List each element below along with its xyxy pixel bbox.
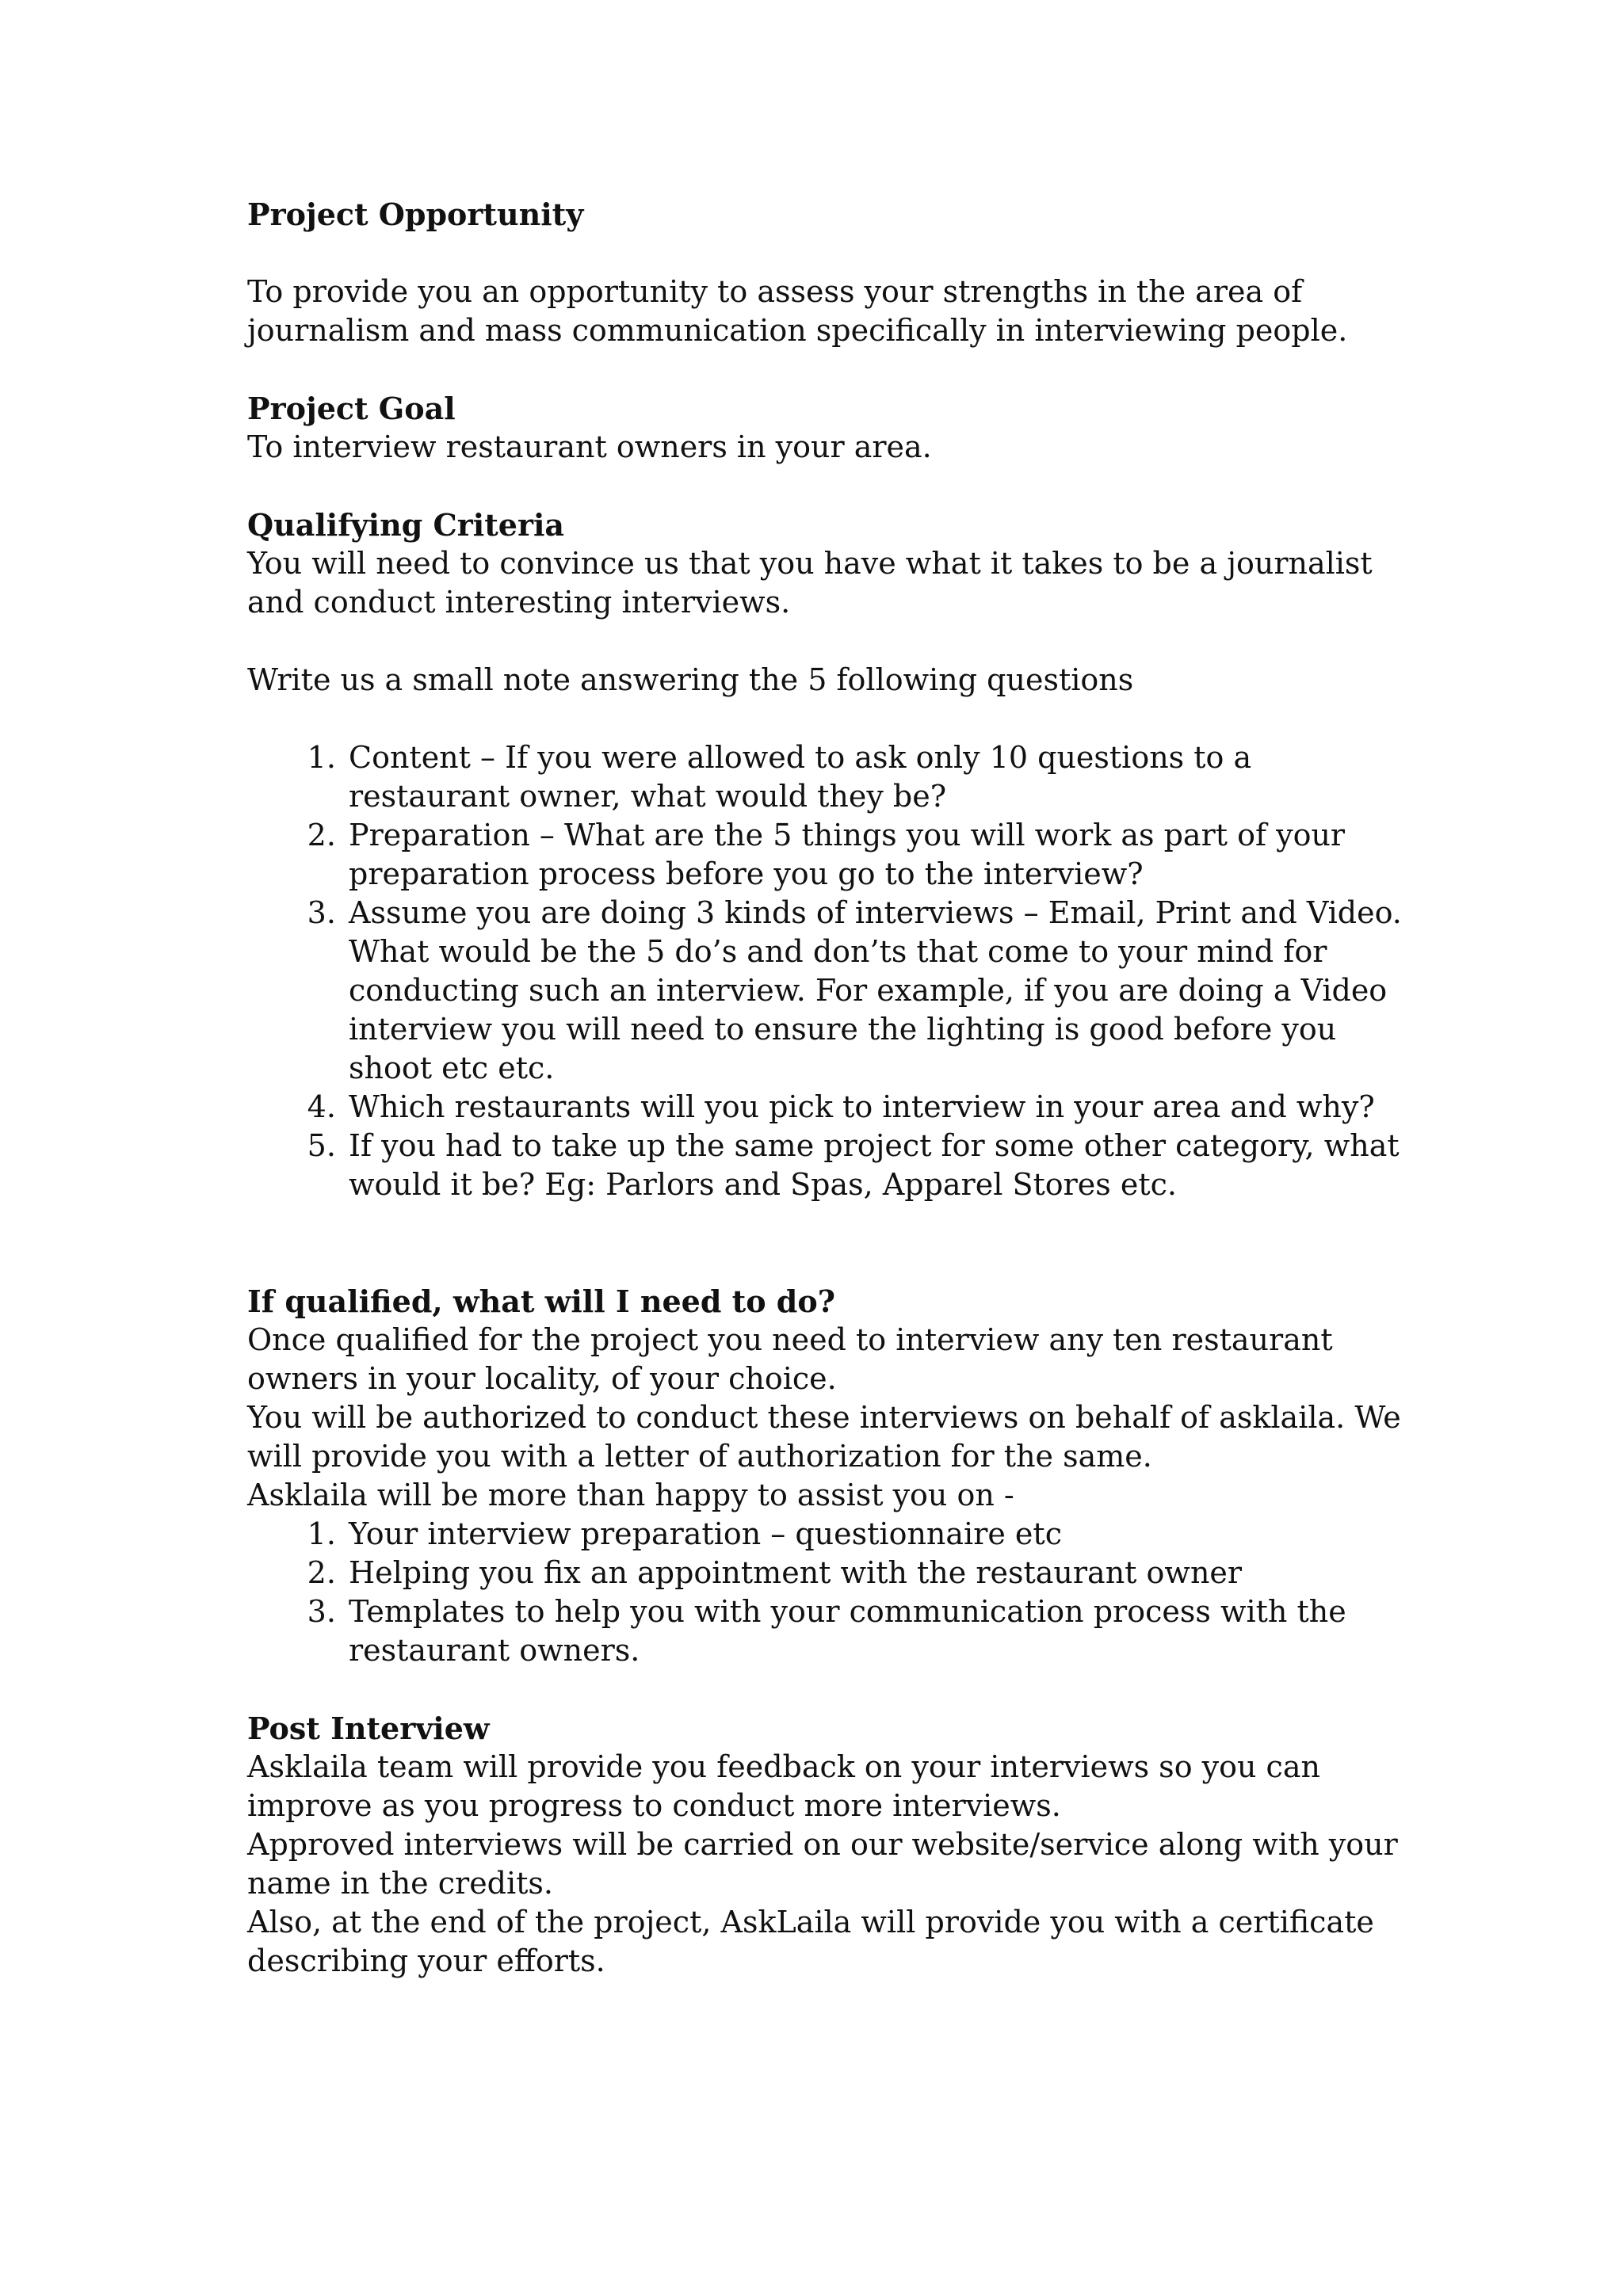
paragraph-qualified-1: Once qualified for the project you need to interview any ten restaurant owners in your locality, of your choice. [247,1322,1333,1396]
paragraph-post-1: Asklaila team will provide you feedback on your interviews so you can improve as you progress to conduct more interviews. [247,1749,1320,1823]
paragraph-qualified-3: Asklaila will be more than happy to assist you on - [247,1478,1014,1512]
paragraph-criteria: You will need to convince us that you have what it takes to be a journalist and conduct interesting interviews. [247,546,1373,620]
paragraph-goal: To interview restaurant owners in your area. [247,429,932,464]
heading-project-goal: Project Goal [247,391,456,426]
list-item: 1. Content – If you were allowed to ask only 10 questions to a restaurant owner, what would they be? [346,738,1404,816]
list-item: 3. Assume you are doing 3 kinds of interviews – Email, Print and Video. What would be the 5 do’s and don’ts that come to your mind for conducting such an interview. For example, if you are doing a Video interview you will need to ensure the lighting is good before you shoot etc etc. [346,894,1404,1088]
paragraph-post-2: Approved interviews will be carried on our website/service along with your name in the credits. [247,1827,1398,1901]
list-item: 2. Preparation – What are the 5 things you will work as part of your preparation process before you go to the interview? [346,816,1404,894]
list-item: 3. Templates to help you with your communication process with the restaurant owners. [346,1592,1404,1670]
heading-post-interview: Post Interview [247,1711,490,1746]
paragraph-post-3: Also, at the end of the project, AskLaila will provide you with a certificate describing your efforts. [247,1905,1374,1978]
paragraph-qualified-2: You will be authorized to conduct these interviews on behalf of asklaila. We will provide you with a letter of authorization for the same. [247,1400,1401,1474]
heading-project-opportunity: Project Opportunity [247,196,584,232]
paragraph-questions-intro: Write us a small note answering the 5 following questions [247,662,1134,697]
assistance-list [247,1515,1404,1670]
list-item: 5. If you had to take up the same project for some other category, what would it be? Eg: Parlors and Spas, Apparel Stores etc. [346,1127,1404,1204]
list-item: 4. Which restaurants will you pick to interview in your area and why? [346,1088,1404,1127]
paragraph-opportunity: To provide you an opportunity to assess your strengths in the area of journalism and mass communication specifically in interviewing people. [247,274,1348,348]
questions-list [247,738,1404,1204]
heading-qualifying-criteria: Qualifying Criteria [247,507,565,543]
document-page [247,195,1404,1981]
list-item: 1. Your interview preparation – questionnaire etc [346,1515,1404,1554]
list-item: 2. Helping you fix an appointment with the restaurant owner [346,1554,1404,1592]
heading-if-qualified: If qualified, what will I need to do? [247,1283,835,1319]
